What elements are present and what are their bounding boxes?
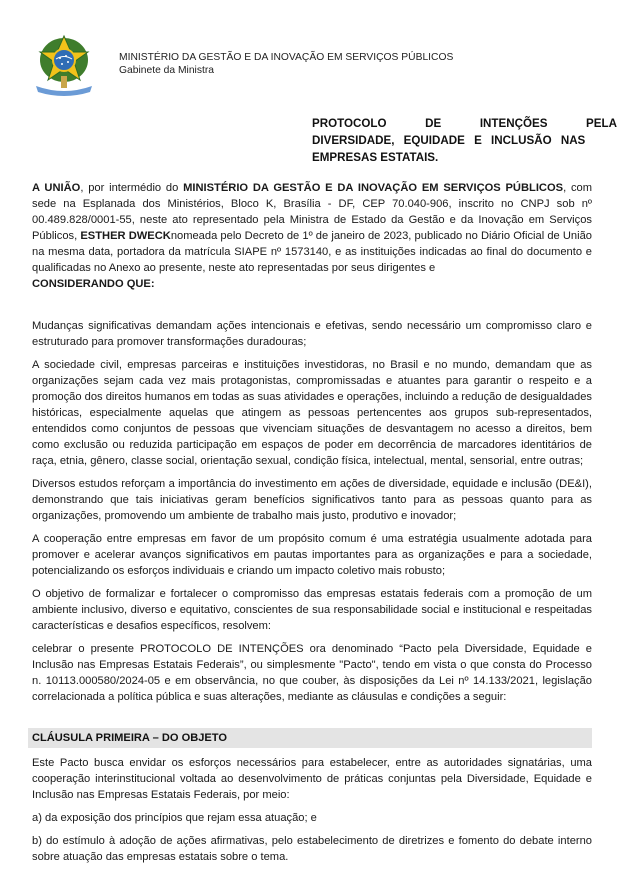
- intro-text: , por intermédio do: [80, 182, 184, 194]
- clause-1-intro: Este Pacto busca envidar os esforços necessários para estabelecer, entre as autoridades signatárias, uma cooperação interinstitucional voltada ao desenvolvimento de práticas conjuntas pela Diversidade, Equidade e Inclusão nas Empresas Estatais Federais, por meio:: [32, 757, 592, 801]
- clause-1-title: CLÁUSULA PRIMEIRA – DO OBJETO: [32, 732, 227, 744]
- ministry-bold: MINISTÉRIO DA GESTÃO E DA INOVAÇÃO EM SERVIÇOS PÚBLICOS: [183, 182, 564, 194]
- clause-1-item-b: b) do estímulo à adoção de ações afirmativas, pelo estabelecimento de diretrizes e fomento do debate interno sobre atuação das empresas estatais sobre o tema.: [32, 835, 592, 863]
- intro-paragraph: [32, 180, 592, 292]
- title-line-3: EMPRESAS ESTATAIS.: [312, 151, 439, 164]
- brazil-coat-of-arms-icon: [30, 30, 98, 98]
- header: [119, 51, 453, 77]
- document-title: [312, 115, 617, 166]
- title-line-2: DIVERSIDADE, EQUIDADE E INCLUSÃO NAS: [312, 134, 586, 147]
- clause-1-item-a: a) da exposição dos princípios que rejam essa atuação; e: [32, 812, 317, 824]
- consideration-paragraph: Mudanças significativas demandam ações intencionais e efetivas, sendo necessário um compromisso claro e estruturado para promover transformações duradouras;: [32, 320, 592, 348]
- clause-1-body: [32, 755, 592, 872]
- consideration-paragraph: O objetivo de formalizar e fortalecer o compromisso das empresas estatais federais com a promoção de um ambiente inclusivo, diverso e equitativo, conscientes de sua responsabilidade social e institucional e respeitadas características e desafios específicos, resolvem:: [32, 588, 592, 632]
- ministry-name: MINISTÉRIO DA GESTÃO E DA INOVAÇÃO EM SERVIÇOS PÚBLICOS: [119, 52, 454, 63]
- intro-text: nomeada pelo Decreto de 1º de janeiro de 2023, publicado no Diário Oficial de União na mesma data, portadora da matrícula SIAPE nº 1573140, e as instituições indicadas ao final do documento e qualificadas no Anexo ao presente, neste ato representadas por seus dirigentes e: [32, 230, 592, 274]
- resolution-paragraph: celebrar o presente PROTOCOLO DE INTENÇÕES ora denominado “Pacto pela Diversidade, Equidade e Inclusão nas Empresas Estatais Federais”, ou simplesmente "Pacto", tendo em vista o que consta do Processo n. 10113.000580/2024-05 e em observância, no que couber, às disposições da Lei nº 14.133/2021, legislação correlacionada a política pública e suas alterações, mediante as cláusulas e condições a seguir:: [32, 643, 592, 703]
- intro-text: , com sede na Esplanada dos Ministérios, Bloco K, Brasília - DF, CEP 70.040-906, inscrito no CNPJ sob nº 00.489.828/0001-55, neste ato representado pela Ministra de Estado da Gestão e da Inovação em Serviços Públicos,: [32, 182, 593, 242]
- title-line-1: [312, 115, 617, 132]
- considerations: [32, 318, 592, 712]
- office-name: Gabinete da Ministra: [119, 65, 215, 76]
- consideration-paragraph: A sociedade civil, empresas parceiras e instituições investidoras, no Brasil e no mundo, demandam que as organizações sejam cada vez mais protagonistas, compromissadas e atuantes para garantir o respeito e a promoção dos direitos humanos em todas as suas atividades e operações, incluindo a redução de desigualdades históricas, especialmente aquelas que atingem as pessoas pertencentes aos grupos sub-representados, entendidos como conjuntos de pessoas que vivenciam situações de desvantagem no acesso a direitos, bem como exclusão ou reduzida participação em espaços de poder em decorrência de marcadores identitários de raça, etnia, gênero, classe social, orientação sexual, condição física, intelectual, mental, sensorial, entre outras;: [32, 359, 592, 467]
- title-word: INTENÇÕES: [479, 117, 548, 130]
- title-word: PROTOCOLO: [312, 117, 387, 130]
- considering-heading: CONSIDERANDO QUE:: [32, 278, 155, 290]
- title-word: DE: [425, 117, 442, 130]
- minister-name: ESTHER DWECK: [80, 230, 171, 242]
- consideration-paragraph: A cooperação entre empresas em favor de um propósito comum é uma estratégia usualmente adotada para promover e acelerar avanços significativos em pautas importantes para as organizações e para a sociedade, potencializando os esforços individuais e criando um impacto coletivo mais robusto;: [32, 533, 592, 577]
- consideration-paragraph: Diversos estudos reforçam a importância do investimento em ações de diversidade, equidade e inclusão (DE&I), demonstrando que tais iniciativas geram benefícios significativos tanto para as pessoas quanto para as organizações, promovendo um ambiente de trabalho mais justo, produtivo e inovador;: [32, 478, 592, 522]
- title-word: PELA: [586, 117, 617, 130]
- party-name: A UNIÃO: [32, 182, 81, 194]
